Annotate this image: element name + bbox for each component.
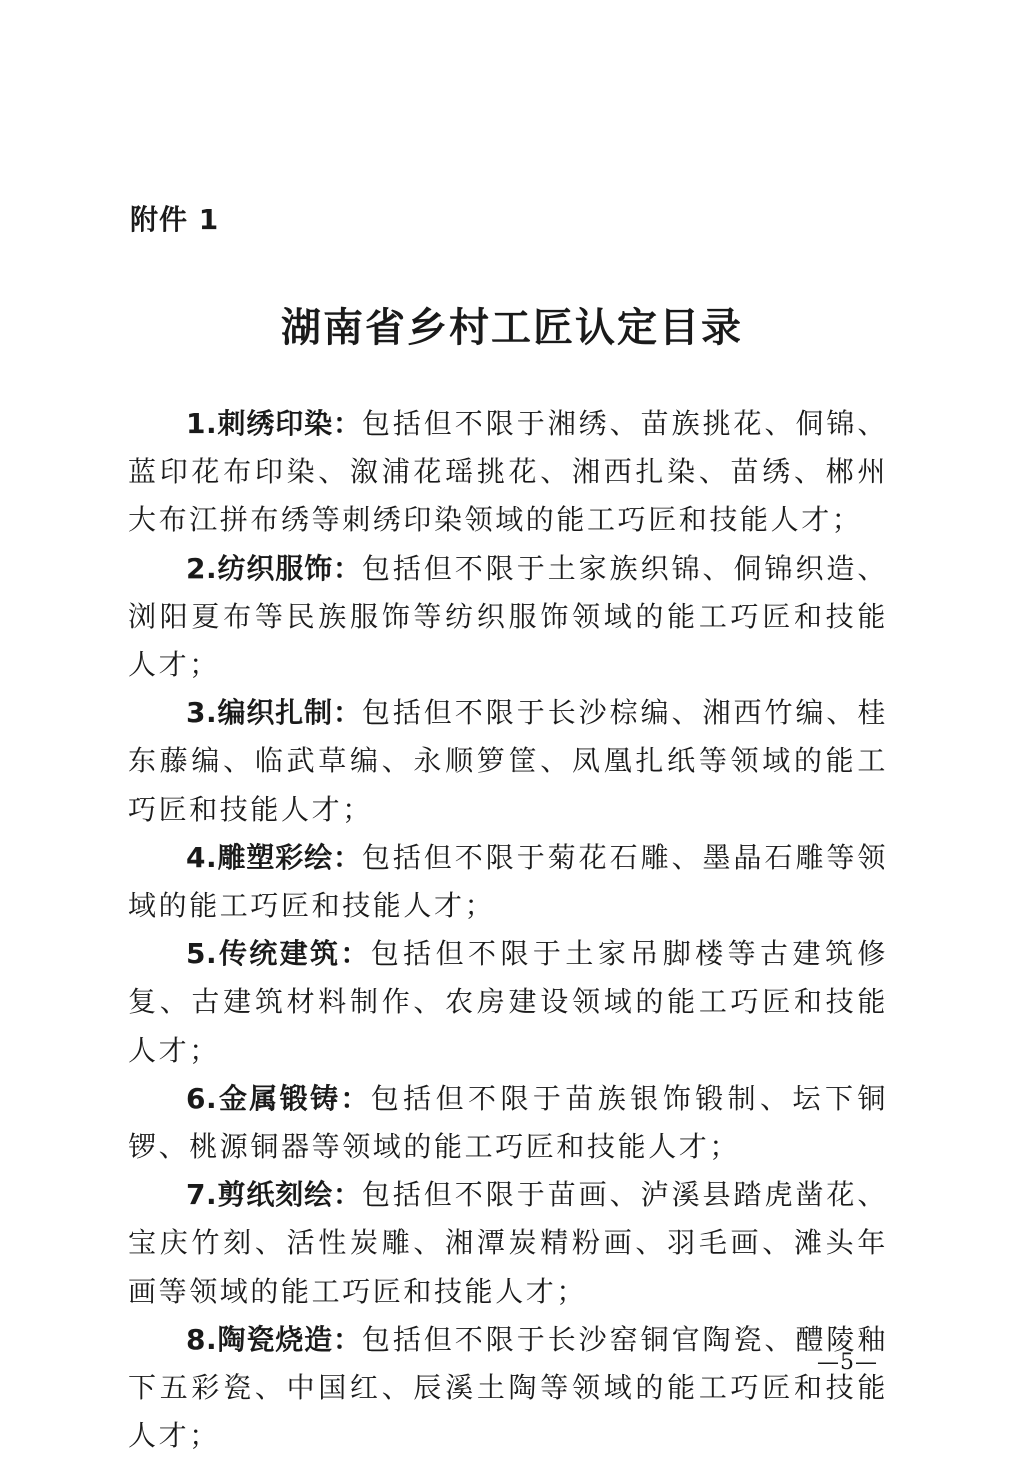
catalog-item-metal-forging	[128, 1075, 888, 1171]
catalog-list	[128, 400, 888, 1460]
item-heading: 5.传统建筑：	[186, 937, 371, 971]
catalog-item-traditional-architecture	[128, 930, 888, 1075]
item-heading: 3.编织扎制：	[186, 696, 362, 730]
item-body: 包括但不限于苗族银饰锻制、坛下铜锣、桃源铜器等领域的能工巧匠和技能人才；	[128, 1081, 888, 1164]
item-heading: 8.陶瓷烧造：	[186, 1322, 362, 1356]
item-body: 包括但不限于土家族织锦、侗锦织造、浏阳夏布等民族服饰等纺织服饰领域的能工巧匠和技能人才；	[128, 551, 889, 682]
catalog-item-weaving-binding	[128, 689, 888, 834]
page-number: —5—	[817, 1350, 878, 1375]
document-title: 湖南省乡村工匠认定目录	[281, 305, 743, 351]
item-heading: 7.剪纸刻绘：	[186, 1178, 362, 1212]
item-heading: 6.金属锻铸：	[186, 1081, 371, 1115]
item-body: 包括但不限于湘绣、苗族挑花、侗锦、蓝印花布印染、溆浦花瑶挑花、湘西扎染、苗绣、郴州大布江拼布绣等刺绣印染领域的能工巧匠和技能人才；	[128, 407, 889, 537]
item-heading: 4.雕塑彩绘：	[186, 840, 362, 874]
item-heading: 1.刺绣印染：	[186, 407, 362, 440]
item-body: 包括但不限于苗画、泸溪县踏虎凿花、宝庆竹刻、活性炭雕、湘潭炭精粉画、羽毛画、滩头年画等领域的能工巧匠和技能人才；	[128, 1178, 889, 1308]
item-body: 包括但不限于土家吊脚楼等古建筑修复、古建筑材料制作、农房建设领域的能工巧匠和技能人才；	[128, 937, 888, 1067]
item-heading: 2.纺织服饰：	[186, 551, 362, 585]
catalog-item-papercut-carving	[128, 1171, 888, 1316]
catalog-item-ceramics	[128, 1316, 888, 1460]
attachment-label: 附件 1	[130, 203, 220, 236]
item-body: 包括但不限于菊花石雕、墨晶石雕等领域的能工巧匠和技能人才；	[128, 840, 889, 923]
item-body: 包括但不限于长沙窑铜官陶瓷、醴陵釉下五彩瓷、中国红、辰溪土陶等领域的能工巧匠和技能人才；	[128, 1322, 889, 1453]
catalog-item-textile-clothing	[128, 545, 888, 690]
item-body: 包括但不限于长沙棕编、湘西竹编、桂东藤编、临武草编、永顺箩筐、凤凰扎纸等领域的能工巧匠和技能人才；	[128, 696, 889, 826]
catalog-item-embroidery-dyeing	[128, 400, 888, 545]
catalog-item-sculpture-painting	[128, 834, 888, 930]
